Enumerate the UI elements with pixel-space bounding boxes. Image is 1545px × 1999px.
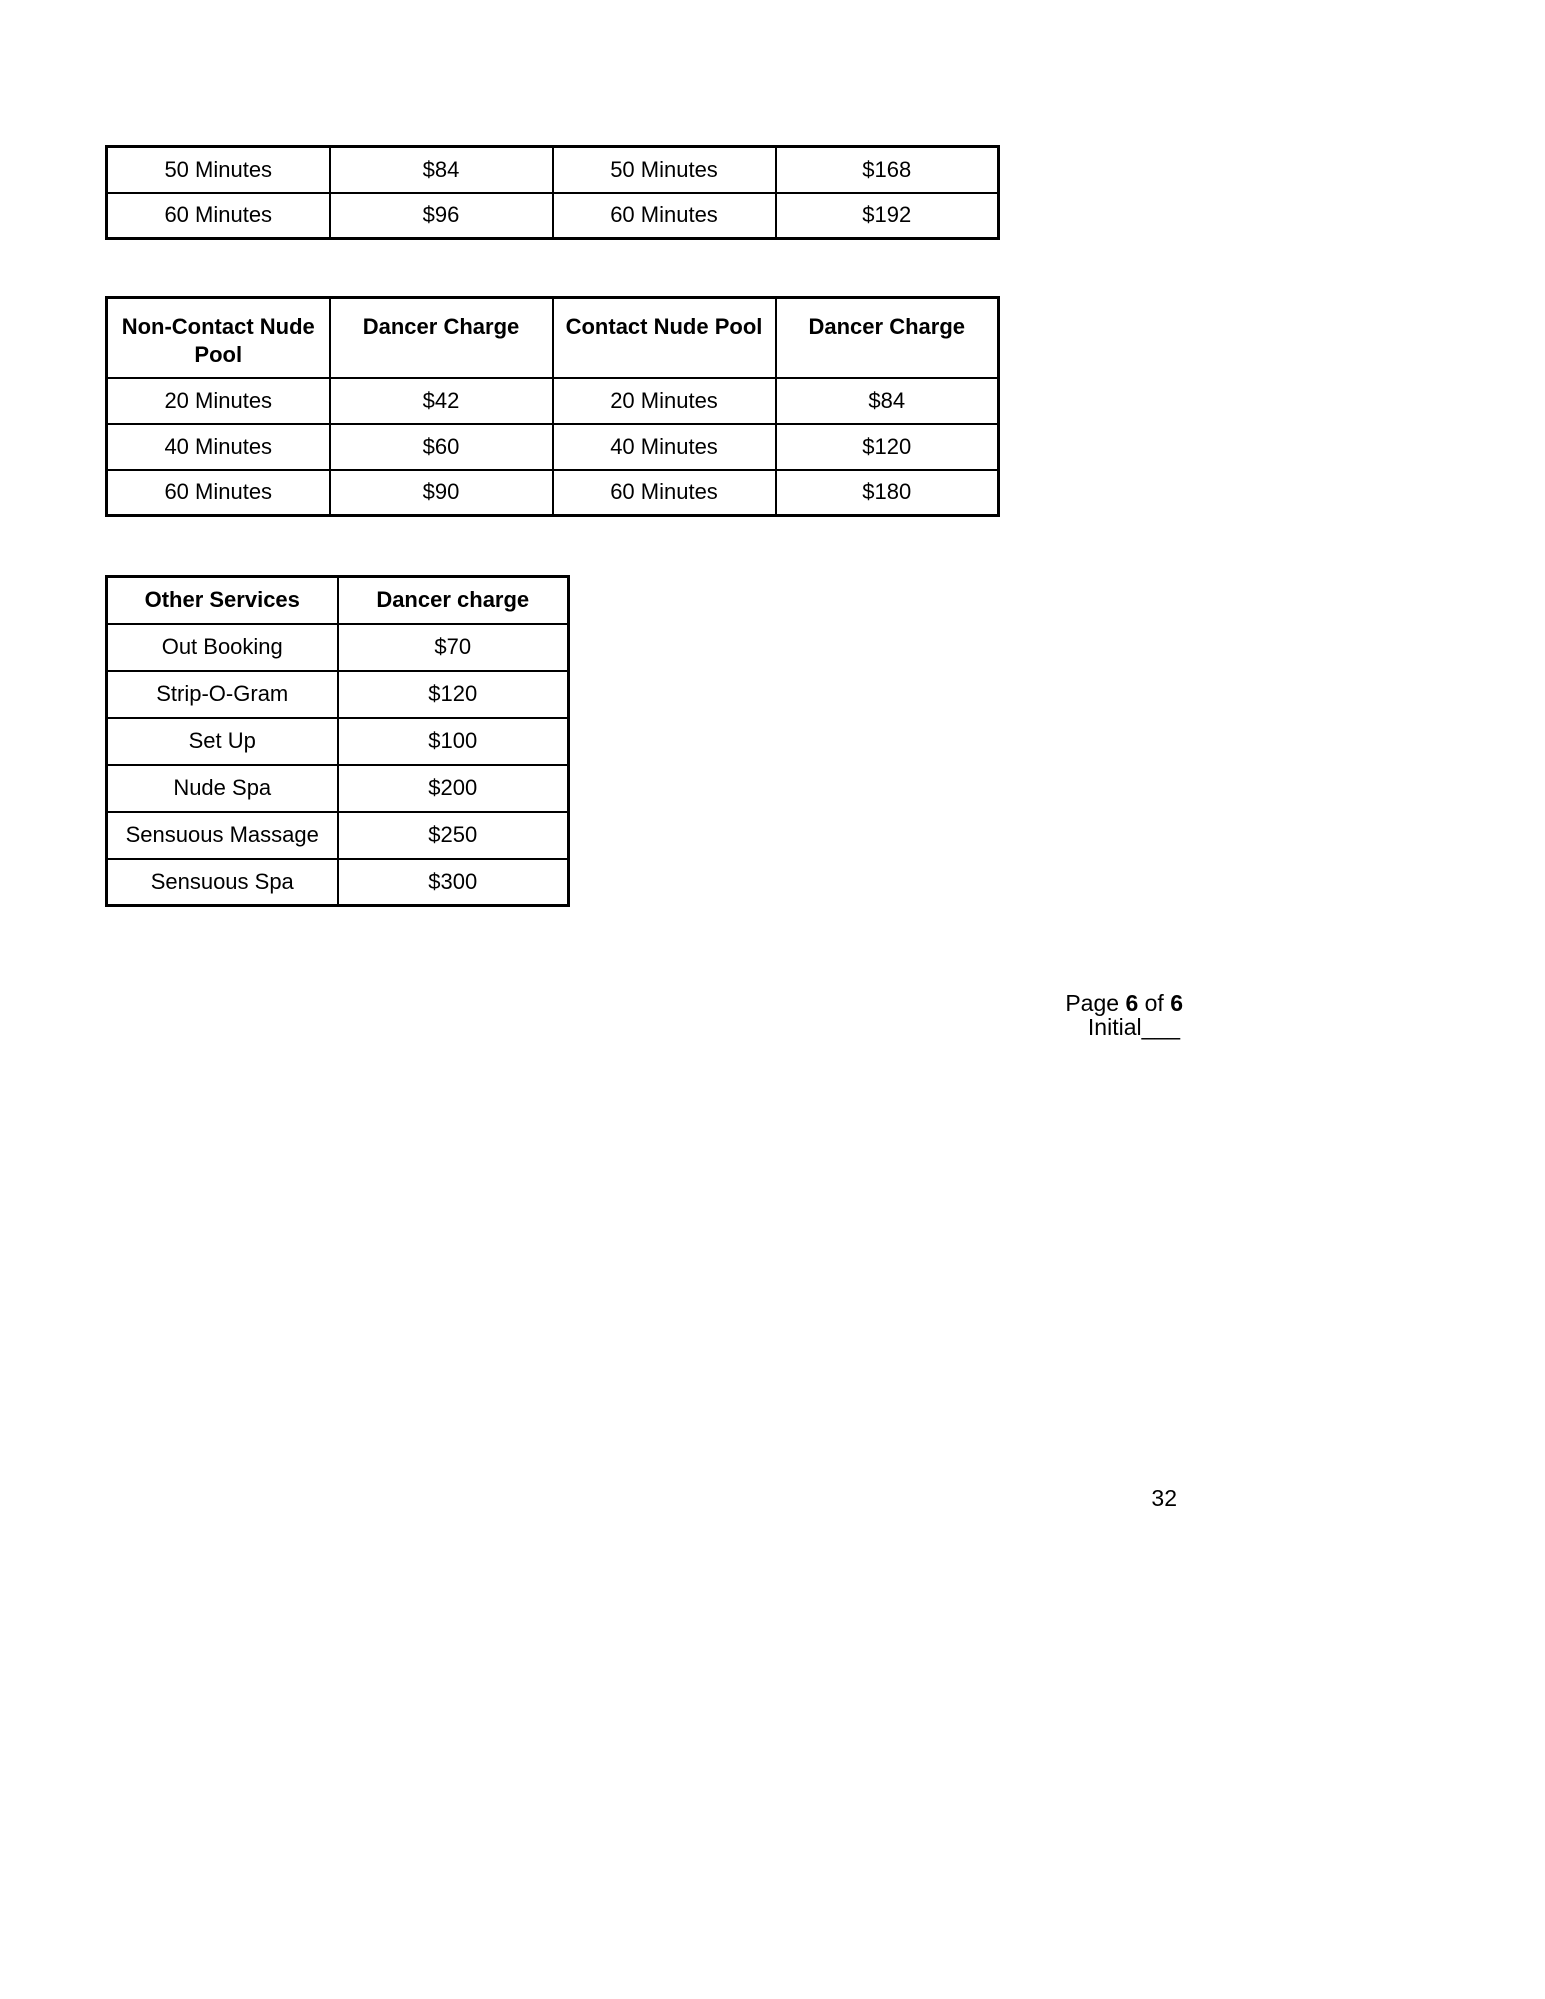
- page-current: 6: [1125, 990, 1139, 1016]
- price-cell: $70: [338, 624, 569, 671]
- of-word: of: [1138, 990, 1171, 1016]
- column-header: Non-Contact Nude Pool: [107, 298, 330, 378]
- price-cell: $90: [330, 470, 553, 516]
- price-cell: $192: [776, 193, 999, 239]
- price-cell: $168: [776, 147, 999, 193]
- price-cell: $120: [776, 424, 999, 470]
- service-cell: Set Up: [107, 718, 338, 765]
- duration-cell: 60 Minutes: [553, 193, 776, 239]
- table-row: [107, 193, 999, 239]
- table-header-row: [107, 298, 999, 378]
- table-row: [107, 624, 569, 671]
- duration-cell: 50 Minutes: [107, 147, 330, 193]
- duration-cell: 20 Minutes: [107, 378, 330, 424]
- price-cell: $84: [776, 378, 999, 424]
- table-row: [107, 718, 569, 765]
- column-header: Dancer Charge: [330, 298, 553, 378]
- price-cell: $200: [338, 765, 569, 812]
- table-row: [107, 859, 569, 906]
- page-word: Page: [1065, 990, 1126, 1016]
- table-row: [107, 470, 999, 516]
- duration-cell: 40 Minutes: [553, 424, 776, 470]
- column-header: Other Services: [107, 577, 338, 624]
- corner-page-number: 32: [1151, 1485, 1177, 1511]
- table-row: [107, 671, 569, 718]
- service-cell: Sensuous Massage: [107, 812, 338, 859]
- price-cell: $300: [338, 859, 569, 906]
- service-cell: Strip-O-Gram: [107, 671, 338, 718]
- duration-cell: 60 Minutes: [553, 470, 776, 516]
- price-cell: $100: [338, 718, 569, 765]
- price-cell: $250: [338, 812, 569, 859]
- price-cell: $180: [776, 470, 999, 516]
- service-cell: Nude Spa: [107, 765, 338, 812]
- price-cell: $60: [330, 424, 553, 470]
- initial-signature-line: Initial___: [1087, 1014, 1180, 1040]
- service-cell: Sensuous Spa: [107, 859, 338, 906]
- duration-cell: 50 Minutes: [553, 147, 776, 193]
- column-header: Dancer charge: [338, 577, 569, 624]
- other-services-table: [105, 575, 570, 907]
- duration-cell: 20 Minutes: [553, 378, 776, 424]
- table-row: [107, 812, 569, 859]
- rates-continuation-table: [105, 145, 1000, 240]
- table-row: [107, 147, 999, 193]
- price-cell: $96: [330, 193, 553, 239]
- service-cell: Out Booking: [107, 624, 338, 671]
- duration-cell: 60 Minutes: [107, 193, 330, 239]
- column-header: Dancer Charge: [776, 298, 999, 378]
- table-row: [107, 378, 999, 424]
- duration-cell: 40 Minutes: [107, 424, 330, 470]
- table-header-row: [107, 577, 569, 624]
- price-cell: $84: [330, 147, 553, 193]
- column-header: Contact Nude Pool: [553, 298, 776, 378]
- price-cell: $120: [338, 671, 569, 718]
- nude-pool-rates-table: [105, 296, 1000, 517]
- price-cell: $42: [330, 378, 553, 424]
- table-row: [107, 424, 999, 470]
- duration-cell: 60 Minutes: [107, 470, 330, 516]
- page-total: 6: [1170, 990, 1183, 1016]
- table-row: [107, 765, 569, 812]
